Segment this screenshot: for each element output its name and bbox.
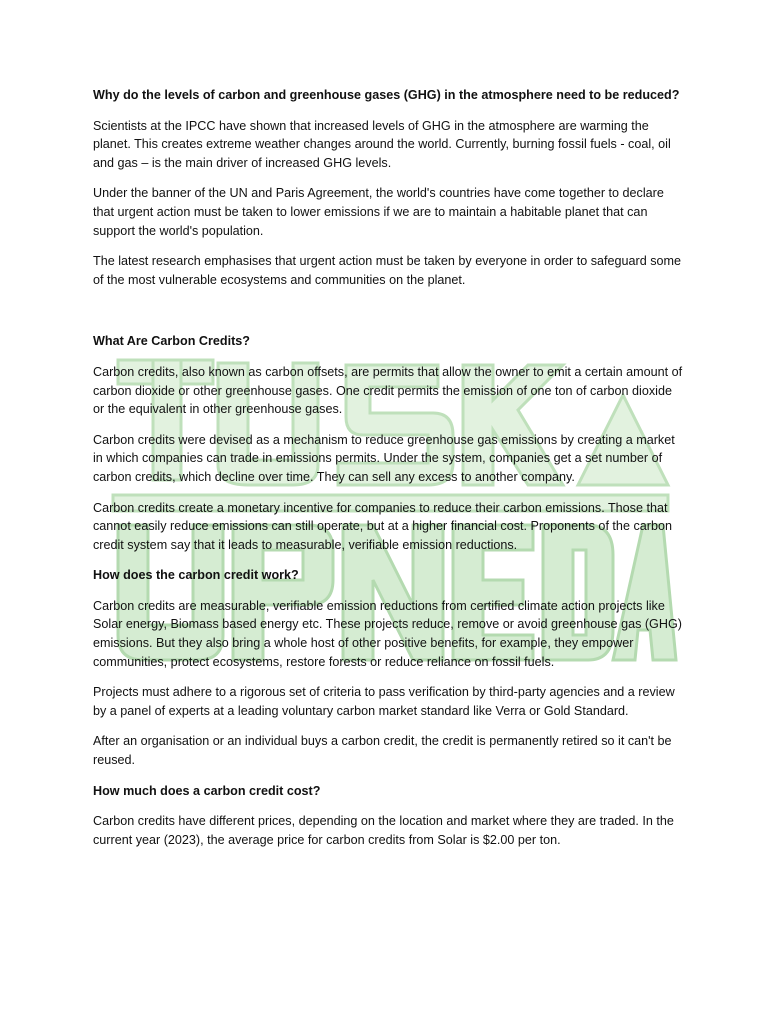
paragraph: Scientists at the IPCC have shown that increased levels of GHG in the atmosphere are warming the planet. This creates extreme weather changes around the world. Currently, burning fossil fuels - coal, oil and gas – is the main driver of increased GHG levels. bbox=[93, 118, 671, 170]
section-heading-cost: How much does a carbon credit cost? bbox=[93, 783, 321, 798]
section-spacer bbox=[93, 301, 683, 332]
paragraph: The latest research emphasises that urgent action must be taken by everyone in order to safeguard some of the most vulnerable ecosystems and communities on the planet. bbox=[93, 254, 682, 287]
section-heading-carbon-credits: What Are Carbon Credits? bbox=[93, 334, 250, 349]
paragraph: Carbon credits create a monetary incentive for companies to reduce their carbon emissions. Those that cannot easily reduce emissions can still operate, but at a higher financial cost. Proponents of the carbon credit system say that it leads to measurable, verifiable emission reductions. bbox=[93, 500, 672, 552]
paragraph: Carbon credits have different prices, depending on the location and market where they are traded. In the current year (2023), the average price for carbon credits from Solar is $2.00 per ton. bbox=[93, 814, 674, 847]
section-heading-ghg: Why do the levels of carbon and greenhouse gases (GHG) in the atmosphere need to be reduced? bbox=[93, 88, 680, 102]
document-body bbox=[93, 86, 683, 861]
paragraph: Carbon credits are measurable, verifiable emission reductions from certified climate action projects like Solar energy, Biomass based energy etc. These projects reduce, remove or avoid greenhouse gas (GHG) emissions. But they also bring a whole host of other positive benefits, for example, they empower communities, protect ecosystems, restore forests or reduce reliance on fossil fuels. bbox=[93, 598, 682, 669]
paragraph: After an organisation or an individual buys a carbon credit, the credit is permanently retired so it can't be reused. bbox=[93, 734, 672, 768]
paragraph: Projects must adhere to a rigorous set of criteria to pass verification by third-party agencies and a review by a panel of experts at a leading voluntary carbon market standard like Verra or Gold Standard. bbox=[93, 685, 675, 718]
section-heading-how-it-works: How does the carbon credit work? bbox=[93, 568, 299, 583]
paragraph: Carbon credits were devised as a mechanism to reduce greenhouse gas emissions by creating a market in which companies can trade in emissions permits. Under the system, companies get a set number of carbon credits, which decline over time. They can sell any excess to another company. bbox=[93, 432, 675, 484]
paragraph: Carbon credits, also known as carbon offsets, are permits that allow the owner to emit a certain amount of carbon dioxide or other greenhouse gases. One credit permits the emission of one ton of carbon dioxide or the equivalent in other greenhouse gases. bbox=[93, 364, 683, 417]
paragraph: Under the banner of the UN and Paris Agreement, the world's countries have come together to declare that urgent action must be taken to lower emissions if we are to maintain a habitable planet that can support the world's population. bbox=[93, 186, 664, 238]
